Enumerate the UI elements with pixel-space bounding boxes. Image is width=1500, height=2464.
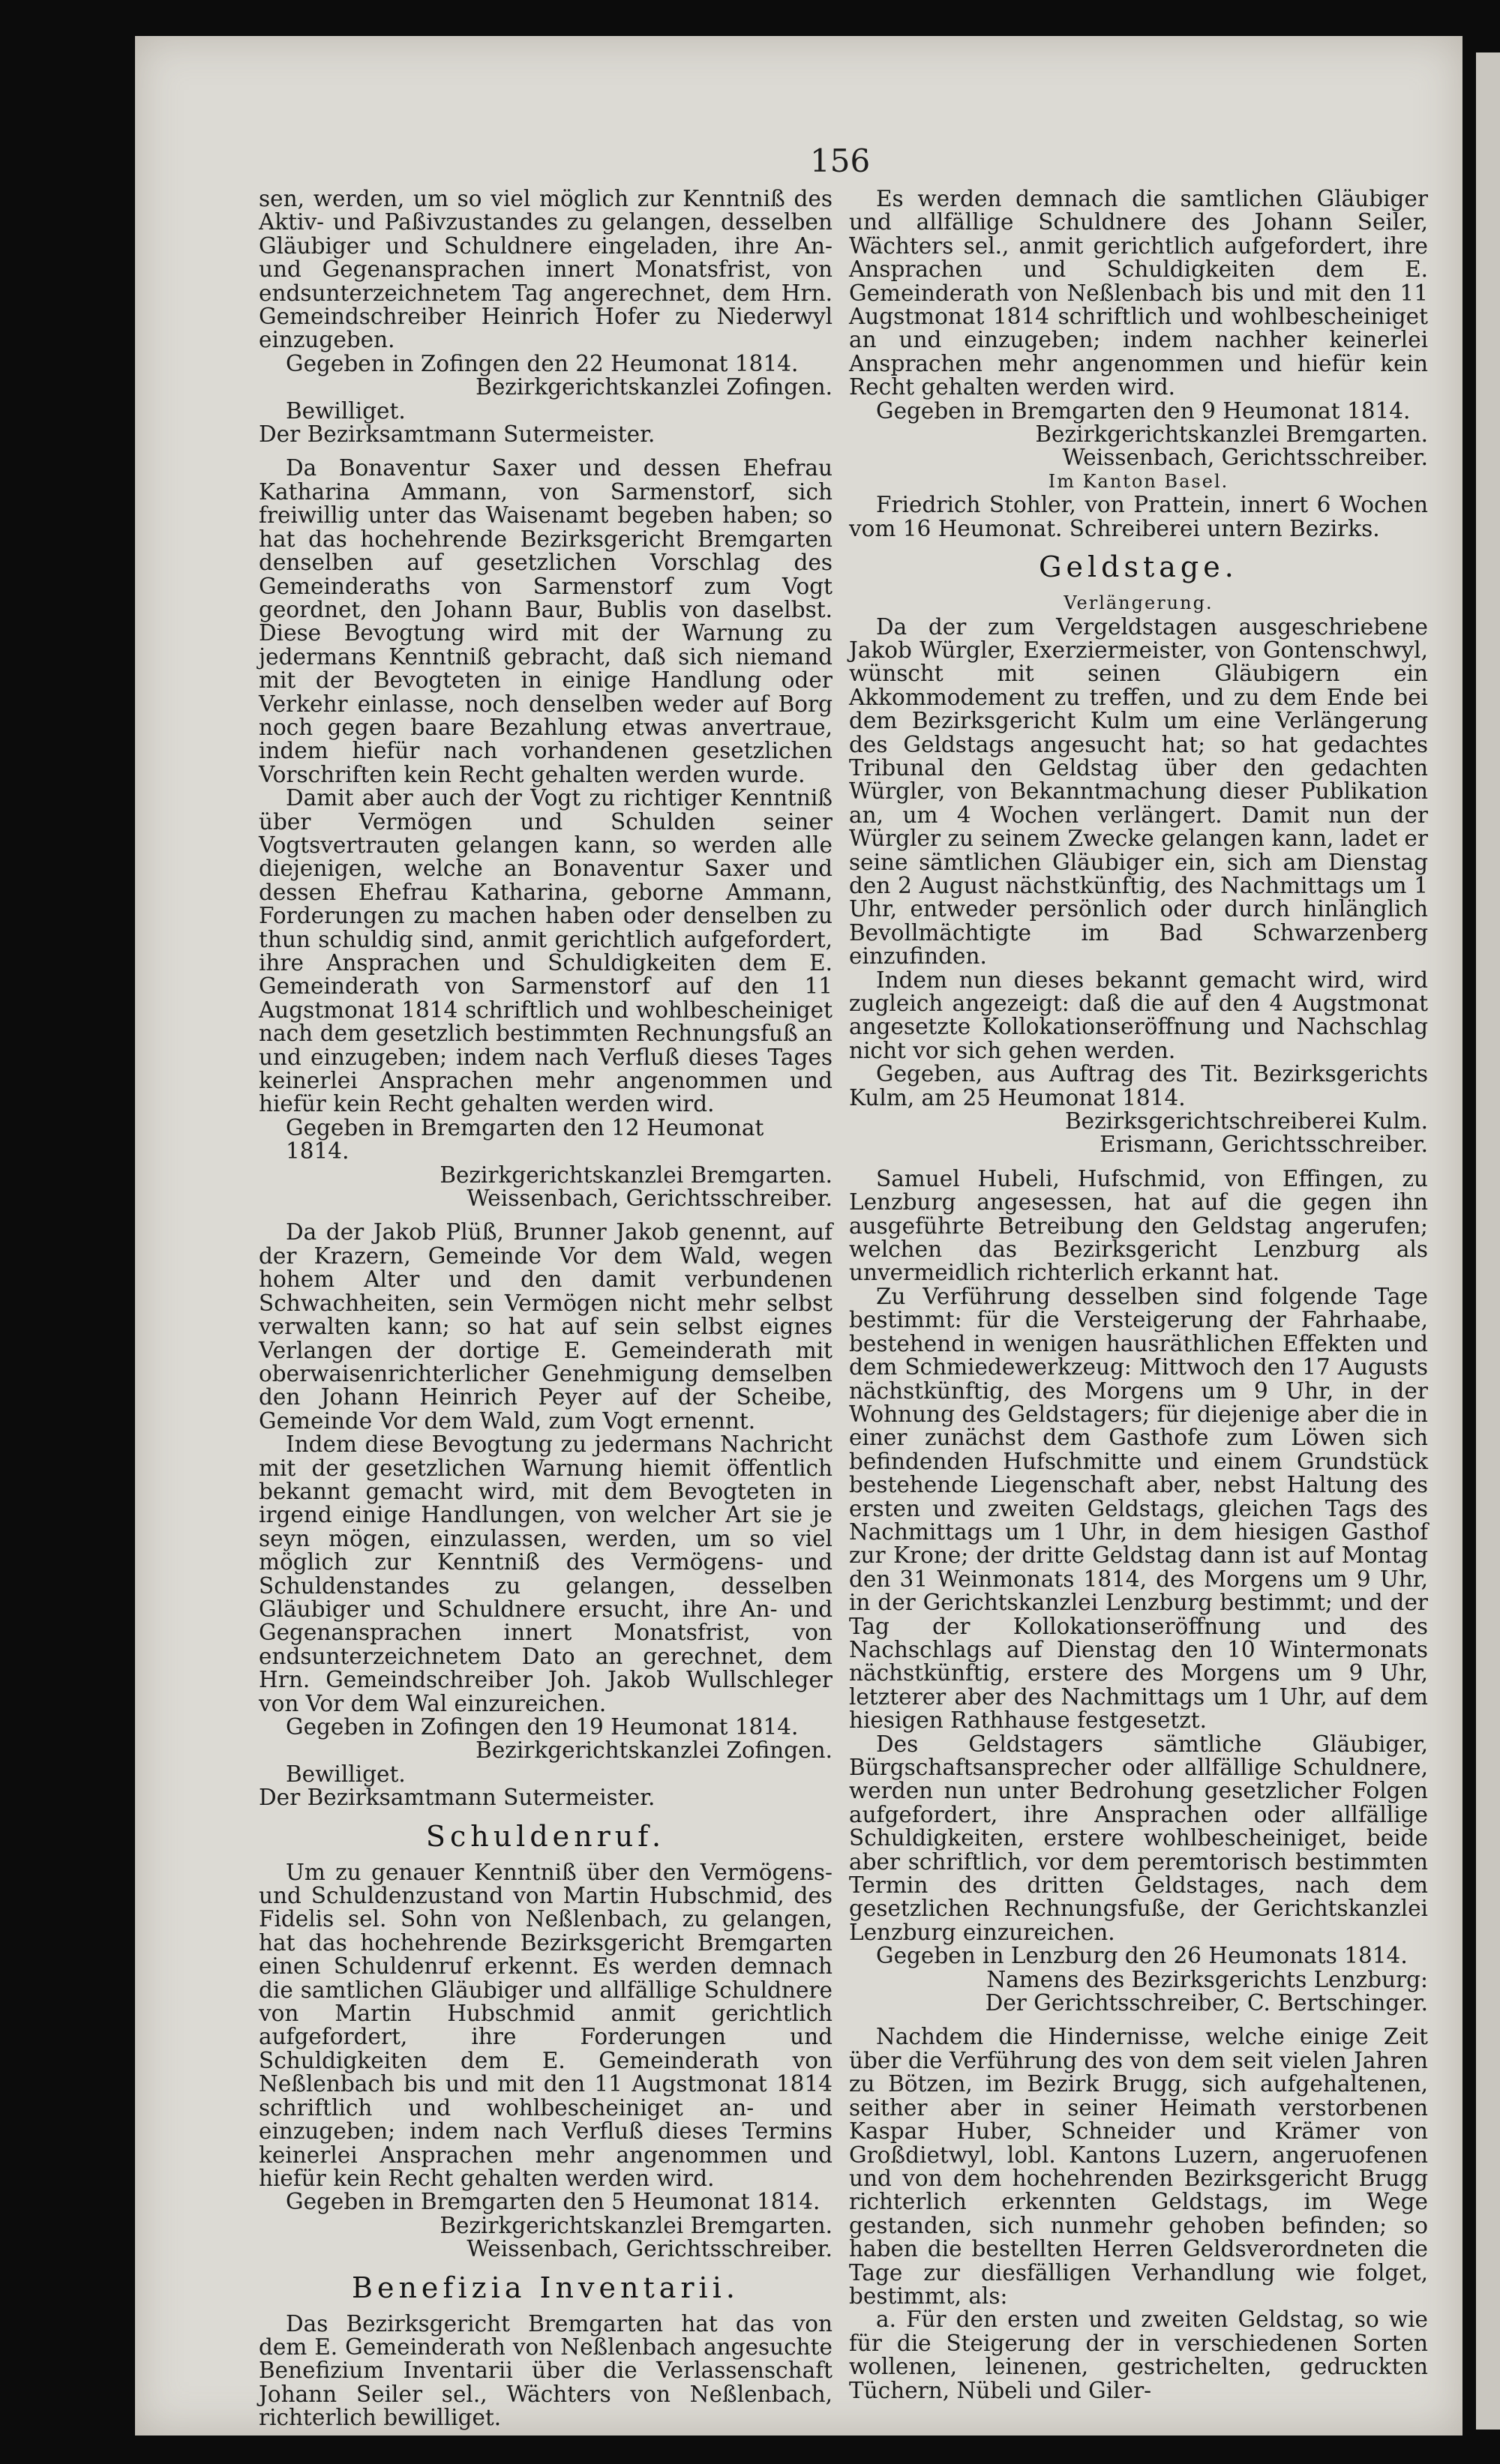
right-column: [849, 187, 1428, 2403]
official-name: Der Bezirksamtmann Sutermeister.: [259, 421, 656, 448]
notice-date: Gegeben in Zofingen den 19 Heumonat 1814.: [286, 1714, 799, 1740]
notice-signature: Weissenbach, Gerichtsschreiber.: [1062, 445, 1428, 471]
notice-date: Gegeben in Bremgarten den 9 Heumonat 1814.: [876, 397, 1411, 424]
notice-signature: Bezirkgerichtskanzlei Zofingen.: [476, 1737, 832, 1764]
official-name: Der Bezirksamtmann Sutermeister.: [259, 1785, 656, 1811]
approval: Bewilliget.: [286, 1761, 406, 1787]
notice-signature: Bezirksgerichtschreiberei Kulm.: [1064, 1108, 1428, 1135]
section-heading: Schuldenruf.: [425, 1819, 666, 1853]
notice-text: Des Geldstagers sämtliche Gläubiger, Bürgschaftsansprecher oder allfällige Schuldnere, werden nun unter Bedrohung gesetzlicher Folgen aufgefordert, ihre Ansprachen oder allfällige Schuldigkeiten, erstere wohlbescheiniget, beide aber schriftlich, vor dem peremtorisch bestimmten Termin des dritten Geldstages, nach dem gesetzlichen Rechnungsfuße, der Gerichtskanzlei Lenzburg einzureichen.: [849, 1731, 1428, 1945]
notice-signature: Bezirkgerichtskanzlei Bremgarten.: [440, 2212, 832, 2238]
notice-text: Da Bonaventur Saxer und dessen Ehefrau Katharina Ammann, von Sarmenstorf, sich freiwillig unter das Waisenamt begeben haben; so hat das hochehrende Bezirksgericht Bremgarten denselben auf gesetzlichen Vorschlag des Gemeinderaths von Sarmenstorf zum Vogt geordnet, den Johann Baur, Bublis von daselbst. Diese Bevogtung wird mit der Warnung zu jedermans Kenntniß gebracht, daß sich niemand mit der Bevogteten in einige Handlung oder Verkehr einlasse, noch denselben weder auf Borg noch gegen baare Bezahlung etwas anvertraue, indem hiefür nach vorhandenen gesetzlichen Vorschriften kein Recht gehalten werden wurde.: [259, 455, 832, 787]
notice-signature: Bezirkgerichtskanzlei Zofingen.: [476, 374, 832, 400]
list-item: a. Für den ersten und zweiten Geldstag, so wie für die Steigerung der in verschiedenen Sorten wollenen, leinenen, gestrichelten, gedruckten Tüchern, Nübeli und Giler-: [849, 2307, 1428, 2403]
page-number: 156: [810, 142, 871, 179]
notice-text: Indem diese Bevogtung zu jedermans Nachricht mit der gesetzlichen Warnung hiemit öffentlich bekannt gemacht wird, mit dem Bevogteten in irgend einige Handlungen, von welcher Art sie je seyn mögen, einzulassen, werden, um so viel möglich zur Kenntniß des Vermögens- und Schuldenstandes zu gelangen, desselben Gläubiger und Schuldnere ersucht, ihre An- und Gegenansprachen innert Monatsfrist, von endsunterzeichnetem Dato an gerechnet, dem Hrn. Gemeindschreiber Joh. Jakob Wullschleger von Vor dem Wal einzureichen.: [259, 1431, 832, 1716]
notice-date: Gegeben in Zofingen den 22 Heumonat 1814.: [286, 350, 799, 376]
notice-text: Um zu genauer Kenntniß über den Vermögens- und Schuldenzustand von Martin Hubschmid, des Fidelis sel. Sohn von Neßlenbach, zu gelangen, hat das hochehrende Bezirksgericht Bremgarten einen Schuldenruf erkennt. Es werden demnach die samtlichen Gläubiger und allfällige Schuldnere von Martin Hubschmid anmit gerichtlich aufgefordert, ihre Forderungen und Schuldigkeiten dem E. Gemeinderath von Neßlenbach bis und mit den 11 Augstmonat 1814 schriftlich und wohlbescheiniget an- und einzugeben; indem nach Verfluß dieses Termins keinerlei Ansprachen mehr angenommen und hiefür kein Recht gehalten werden wird.: [259, 1859, 832, 2191]
notice-signature: Erismann, Gerichtsschreiber.: [1100, 1132, 1428, 1158]
notice-text: Das Bezirksgericht Bremgarten hat das von dem E. Gemeinderath von Neßlenbach angesuchte Benefizium Inventarii über die Verlassenschaft Johann Seiler sel., Wächters von Neßlenbach, richterlich bewilliget.: [259, 2310, 832, 2431]
notice-signature: Weissenbach, Gerichtsschreiber.: [466, 2236, 832, 2262]
notice-signature: Der Gerichtsschreiber, C. Bertschinger.: [985, 1990, 1428, 2016]
left-column: [259, 187, 832, 2430]
notice-date: Gegeben in Lenzburg den 26 Heumonats 1814.: [876, 1943, 1408, 1969]
section-heading: Benefizia Inventarii.: [352, 2271, 740, 2304]
notice-text: Samuel Hubeli, Hufschmid, von Effingen, zu Lenzburg angesessen, hat auf die gegen ihn ausgeführte Betreibung den Geldstag angerufen; welchen das Bezirksgericht Lenzburg als unvermeidlich richterlich erkannt hat.: [849, 1165, 1428, 1286]
notice-signature: Bezirkgerichtskanzlei Bremgarten.: [440, 1162, 832, 1188]
notice-text: Gegeben, aus Auftrag des Tit. Bezirksgerichts Kulm, am 25 Heumonat 1814.: [849, 1061, 1428, 1111]
approval: Bewilliget.: [286, 397, 406, 424]
notice-date: Gegeben in Bremgarten den 12 Heumonat 1814.: [286, 1114, 764, 1165]
notice-text: sen, werden, um so viel möglich zur Kenntniß des Aktiv- und Paßivzustandes zu gelangen, desselben Gläubiger und Schuldnere eingeladen, ihre An- und Gegenansprachen innert Monatsfrist, von endsunterzeichnetem Tag angerechnet, dem Hrn. Gemeindschreiber Heinrich Hofer zu Niederwyl einzugeben.: [259, 186, 832, 353]
notice-signature: Namens des Bezirksgerichts Lenzburg:: [986, 1966, 1428, 1992]
canton-label: Im Kanton Basel.: [1048, 470, 1229, 492]
notice-text: Nachdem die Hindernisse, welche einige Zeit über die Verführung des von dem seit vielen Jahren zu Bötzen, im Bezirk Brugg, sich aufgehaltenen, seither aber in seiner Heimath verstorbenen Kaspar Huber, Schneider und Krämer von Großdietwyl, lobl. Kantons Luzern, angeruofenen und von dem hochehrenden Bezirksgericht Brugg richterlich erkennten Geldstags, im Wege gestanden, sich nunmehr gehoben befinden; so haben die bestellten Herren Geldsverordneten die Tage zur diesfälligen Verhandlung wie folget, bestimmt, als:: [849, 2024, 1428, 2309]
notice-text: Damit aber auch der Vogt zu richtiger Kenntniß über Vermögen und Schulden seiner Vogtsvertrauten gelangen kann, so werden alle diejenigen, welche an Bonaventur Saxer und dessen Ehefrau Katharina, geborne Ammann, Forderungen zu machen haben oder denselben zu thun schuldig sind, anmit gerichtlich aufgefordert, ihre Ansprachen und Schuldigkeiten dem E. Gemeinderath von Sarmenstorf auf den 11 Augstmonat 1814 schriftlich und wohlbescheiniget nach dem gesetzlich bestimmten Rechnungsfuß an und einzugeben; indem nach Verfluß dieses Tages keinerlei Ansprachen mehr angenommen und hiefür kein Recht gehalten werden wird.: [259, 785, 832, 1117]
notice-text: Da der zum Vergeldstagen ausgeschriebene Jakob Würgler, Exerziermeister, von Gontenschwyl, wünscht mit seinen Gläubigern ein Akkommodement zu treffen, und zu dem Ende bei dem Bezirksgericht Kulm um eine Verlängerung des Geldstags angesucht hat; so hat gedachtes Tribunal den Geldstag über den gedachten Würgler, von Bekanntmachung dieser Publikation an, um 4 Wochen verlängert. Damit nun der Würgler zu seinem Zwecke gelangen kann, ladet er seine sämtlichen Gläubiger ein, sich am Dienstag den 2 August nächstkünftig, des Nachmittags um 1 Uhr, entweder persönlich oder durch hinlänglich Bevollmächtigte im Bad Schwarzenberg einzufinden.: [849, 613, 1428, 970]
subheading: Verlängerung.: [1064, 592, 1214, 614]
notice-text: Es werden demnach die samtlichen Gläubiger und allfällige Schuldnere des Johann Seiler, Wächters sel., anmit gerichtlich aufgefordert, ihre Ansprachen und Schuldigkeiten dem E. Gemeinderath von Neßlenbach bis und mit den 11 Augstmonat 1814 schriftlich und wohlbescheiniget an und einzugeben; indem nachher keinerlei Ansprachen mehr angenommen und hiefür kein Recht gehalten werden wird.: [849, 186, 1428, 400]
notice-text: Friedrich Stohler, von Prattein, innert 6 Wochen vom 16 Heumonat. Schreiberei untern Bezirks.: [849, 492, 1428, 541]
notice-signature: Bezirkgerichtskanzlei Bremgarten.: [1035, 421, 1428, 448]
next-page-edge: [1476, 52, 1500, 2430]
notice-text: Indem nun dieses bekannt gemacht wird, wird zugleich angezeigt: daß die auf den 4 Augstmonat angesetzte Kollokationseröffnung und Nachschlag nicht vor sich gehen werden.: [849, 967, 1428, 1063]
notice-text: Zu Verführung desselben sind folgende Tage bestimmt: für die Versteigerung der Fahrhaabe, bestehend in wenigen hausräthlichen Effekten und dem Schmiedewerkzeug: Mittwoch den 17 Augusts nächstkünftig, des Morgens um 9 Uhr, in der Wohnung des Geldstagers; für diejenige aber die in einer zunächst dem Gasthofe zum Löwen sich befindenden Hufschmitte und einem Grundstück bestehende Liegenschaft aber, nebst Haltung des ersten und zweiten Geldstags, gleichen Tags des Nachmittags um 1 Uhr, in dem hiesigen Gasthof zur Krone; der dritte Geldstag dann ist auf Montag den 31 Weinmonats 1814, des Morgens um 9 Uhr, in der Gerichtskanzlei Lenzburg bestimmt; und der Tag der Kollokationseröffnung und des Nachschlags auf Dienstag den 10 Wintermonats nächstkünftig, erstere des Morgens um 9 Uhr, letzterer aber des Nachmittags um 1 Uhr, auf dem hiesigen Rathhause festgesetzt.: [849, 1283, 1428, 1734]
notice-text: Da der Jakob Plüß, Brunner Jakob genennt, auf der Krazern, Gemeinde Vor dem Wald, wegen hohem Alter und den damit verbundenen Schwachheiten, sein Vermögen nicht mehr selbst verwalten kann; so hat auf sein selbst eignes Verlangen der dortige E. Gemeinderath mit oberwaisenrichterlicher Genehmigung demselben den Johann Heinrich Peyer auf der Scheibe, Gemeinde Vor dem Wald, zum Vogt ernennt.: [259, 1219, 832, 1434]
notice-signature: Weissenbach, Gerichtsschreiber.: [466, 1186, 832, 1212]
notice-date: Gegeben in Bremgarten den 5 Heumonat 1814.: [286, 2189, 820, 2215]
section-heading: Geldstage.: [1039, 550, 1238, 584]
